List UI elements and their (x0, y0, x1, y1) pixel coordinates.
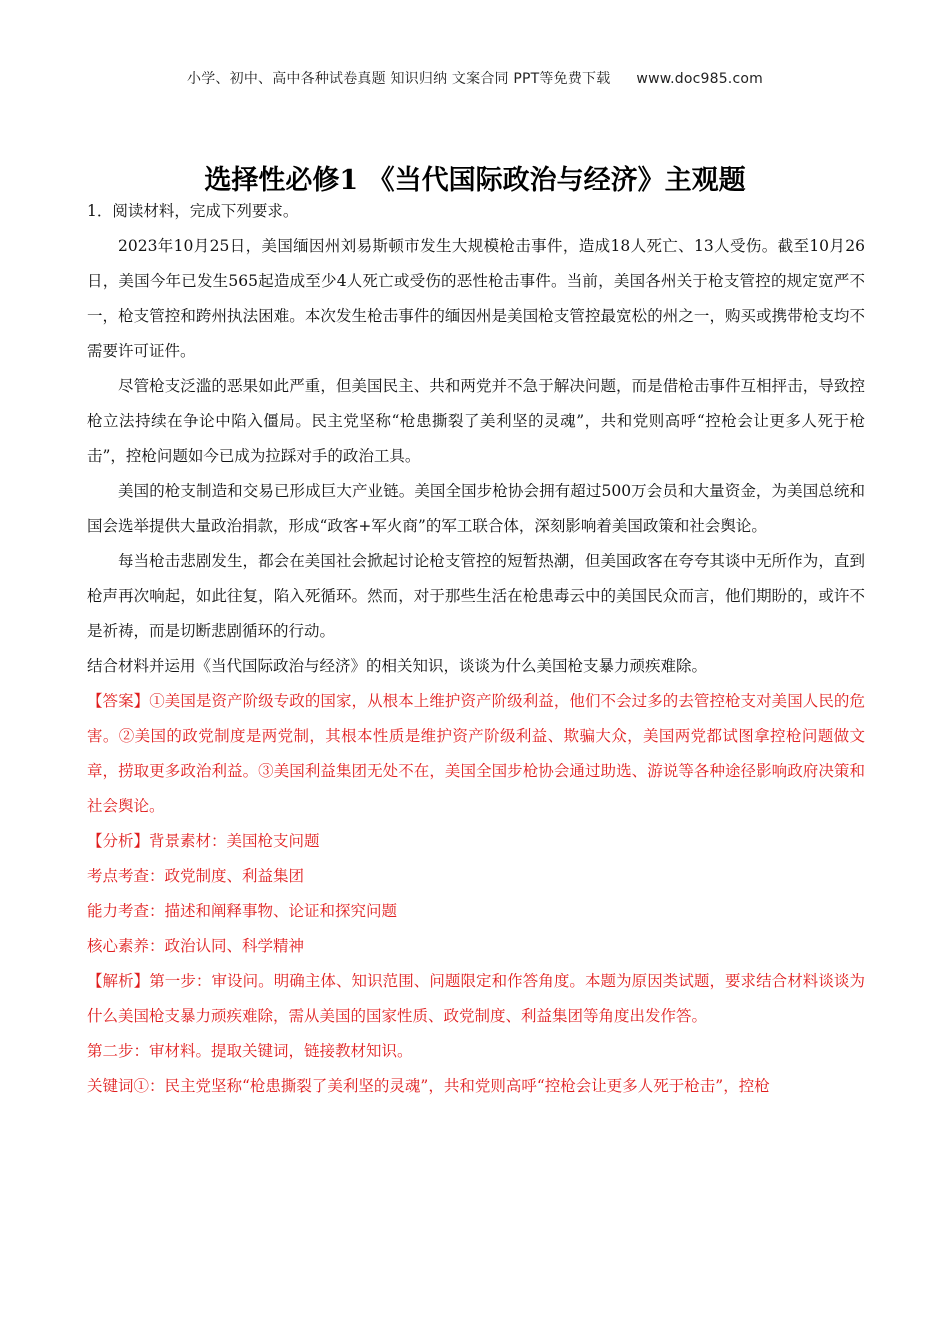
explanation-step-2: 第二步：审材料。提取关键词，链接教材知识。 (87, 1042, 413, 1060)
material-paragraph-3: 美国的枪支制造和交易已形成巨大产业链。美国全国步枪协会拥有超过500万会员和大量资金，为美国总统和国会选举提供大量政治捐款，形成“政客+军火商”的军工联合体，深刻影响着美国政策和社会舆论。 (87, 482, 865, 535)
material-paragraph-4: 每当枪击悲剧发生，都会在美国社会掀起讨论枪支管控的短暂热潮，但美国政客在夸夸其谈中无所作为，直到枪声再次响起，如此往复，陷入死循环。然而，对于那些生活在枪患毒云中的美国民众而言，他们期盼的，或许不是祈祷，而是切断悲剧循环的行动。 (87, 552, 865, 640)
analysis-line-4: 核心素养：政治认同、科学精神 (87, 937, 305, 955)
material-paragraph-2: 尽管枪支泛滥的恶果如此严重，但美国民主、共和两党并不急于解决问题，而是借枪击事件互相抨击，导致控枪立法持续在争论中陷入僵局。民主党坚称“枪患撕裂了美利坚的灵魂”，共和党则高呼“控枪会让更多人死于枪击”，控枪问题如今已成为拉踩对手的政治工具。 (87, 377, 865, 465)
question-requirement: 结合材料并运用《当代国际政治与经济》的相关知识，谈谈为什么美国枪支暴力顽疾难除。 (87, 657, 708, 675)
header-text: 小学、初中、高中各种试卷真题 知识归纳 文案合同 PPT等免费下载 (187, 71, 611, 87)
explanation-keyword-1: 关键词①：民主党坚称“枪患撕裂了美利坚的灵魂”，共和党则高呼“控枪会让更多人死于枪击”，控枪 (87, 1077, 770, 1095)
analysis-line-1: 【分析】背景素材：美国枪支问题 (87, 832, 320, 850)
document-body (87, 194, 865, 1104)
analysis-line-3: 能力考查：描述和阐释事物、论证和探究问题 (87, 902, 398, 920)
explanation-step-1: 【解析】第一步：审设问。明确主体、知识范围、问题限定和作答角度。本题为原因类试题，要求结合材料谈谈为什么美国枪支暴力顽疾难除，需从美国的国家性质、政党制度、利益集团等角度出发作答。 (87, 972, 865, 1025)
answer-text: 【答案】①美国是资产阶级专政的国家，从根本上维护资产阶级利益，他们不会过多的去管控枪支对美国人民的危害。②美国的政党制度是两党制，其根本性质是维护资产阶级利益、欺骗大众，美国两党都试图拿控枪问题做文章，捞取更多政治利益。③美国利益集团无处不在，美国全国步枪协会通过助选、游说等各种途径影响政府决策和社会舆论。 (87, 692, 865, 815)
page-header (0, 68, 950, 88)
material-paragraph-1: 2023年10月25日，美国缅因州刘易斯顿市发生大规模枪击事件，造成18人死亡、13人受伤。截至10月26日，美国今年已发生565起造成至少4人死亡或受伤的恶性枪击事件。当前，美国各州关于枪支管控的规定宽严不一，枪支管控和跨州执法困难。本次发生枪击事件的缅因州是美国枪支管控最宽松的州之一，购买或携带枪支均不需要许可证件。 (87, 237, 865, 360)
analysis-line-2: 考点考查：政党制度、利益集团 (87, 867, 305, 885)
page-title: 选择性必修1 《当代国际政治与经济》主观题 (204, 165, 746, 196)
question-prompt: 1．阅读材料，完成下列要求。 (87, 202, 299, 220)
header-url[interactable]: www.doc985.com (636, 71, 763, 87)
